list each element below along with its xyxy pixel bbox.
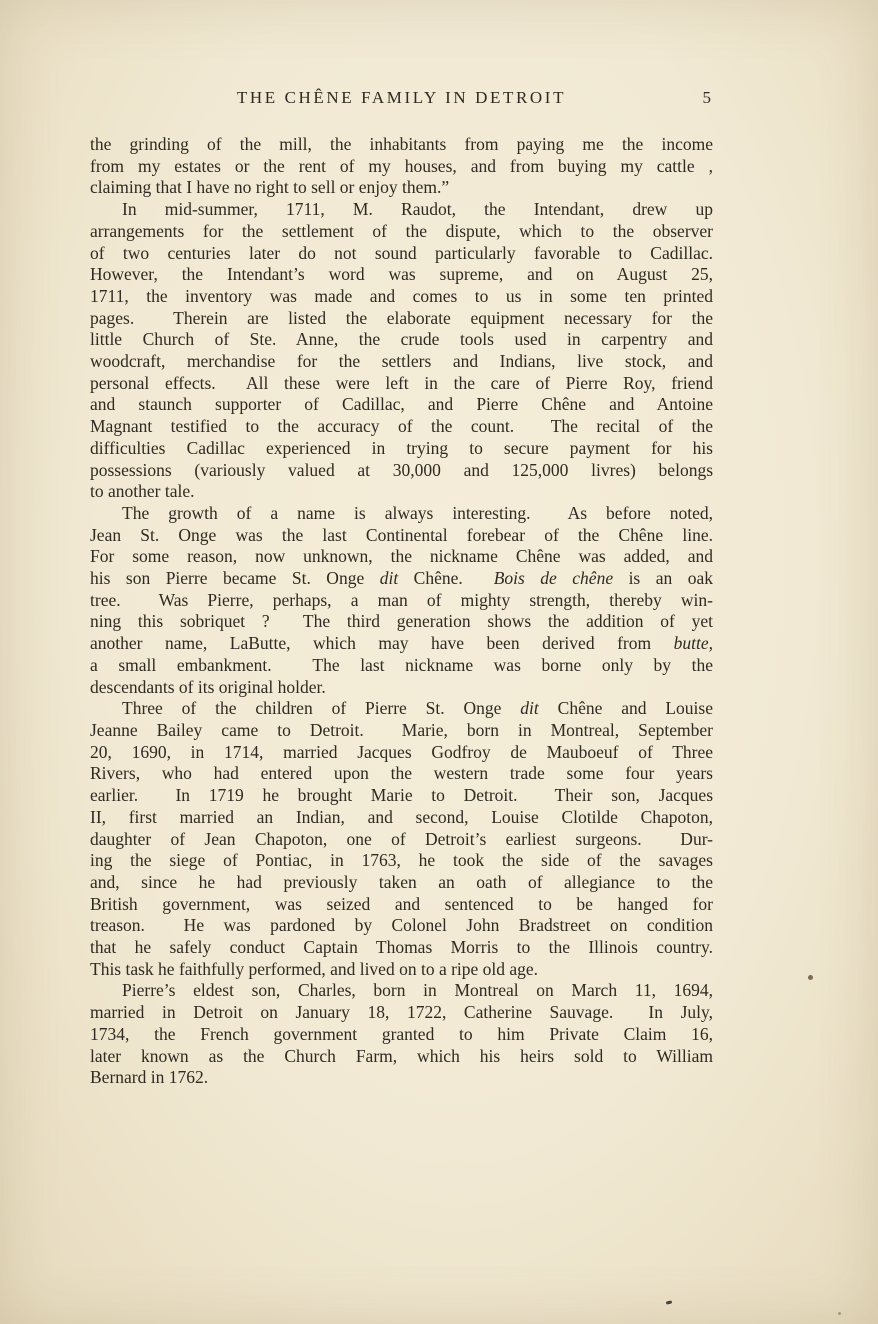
text-line: and staunch supporter of Cadillac, and Pierre Chêne and Antoine bbox=[90, 394, 713, 415]
paragraph bbox=[90, 698, 713, 980]
text-line: to another tale. bbox=[90, 481, 195, 502]
text-line: the grinding of the mill, the inhabitants from paying me the income bbox=[90, 134, 713, 154]
text-line: married in Detroit on January 18, 1722, Catherine Sauvage. In July, bbox=[90, 1002, 713, 1023]
text-line: British government, was seized and sentenced to be hanged for bbox=[90, 893, 713, 914]
text-line: his son Pierre became St. Onge dit Chêne. Bois de chêne is an oak bbox=[90, 568, 713, 589]
text-line: Three of the children of Pierre St. Onge dit Chêne and Louise bbox=[122, 698, 713, 719]
text-line: In mid-summer, 1711, M. Raudot, the Intendant, drew up bbox=[122, 199, 713, 220]
text-line: Bernard in 1762. bbox=[90, 1067, 209, 1088]
text-line: ning this sobriquet ? The third generation shows the addition of yet bbox=[90, 611, 713, 632]
text-line: little Church of Ste. Anne, the crude tools used in carpentry and bbox=[90, 329, 713, 350]
paper-speck bbox=[666, 1300, 673, 1304]
text-line: that he safely conduct Captain Thomas Morris to the Illinois country. bbox=[90, 937, 713, 958]
text-line: Jean St. Onge was the last Continental forebear of the Chêne line. bbox=[90, 524, 713, 545]
text-line: tree. Was Pierre, perhaps, a man of mighty strength, thereby win- bbox=[90, 589, 713, 610]
paragraph bbox=[90, 503, 713, 698]
text-line: woodcraft, merchandise for the settlers and Indians, live stock, and bbox=[90, 351, 713, 372]
text-line: Magnant testified to the accuracy of the count. The recital of the bbox=[90, 416, 713, 437]
text-line: a small embankment. The last nickname was borne only by the bbox=[90, 654, 713, 675]
text-line: claiming that I have no right to sell or enjoy them.” bbox=[90, 177, 450, 198]
text-line: arrangements for the settlement of the dispute, which to the observer bbox=[90, 220, 713, 241]
text-line: from my estates or the rent of my houses, and from buying my cattle , bbox=[90, 155, 713, 176]
paragraph bbox=[90, 134, 713, 199]
text-line: and, since he had previously taken an oath of allegiance to the bbox=[90, 871, 713, 892]
text-line: For some reason, now unknown, the nickname Chêne was added, and bbox=[90, 546, 713, 567]
paragraph bbox=[90, 980, 713, 1089]
text-line: 1734, the French government granted to him Private Claim 16, bbox=[90, 1023, 713, 1044]
text-line: later known as the Church Farm, which his heirs sold to William bbox=[90, 1045, 713, 1066]
paper-speck bbox=[808, 975, 813, 980]
page-body bbox=[90, 134, 713, 1089]
paper-speck bbox=[838, 1312, 841, 1315]
text-line: daughter of Jean Chapoton, one of Detroit’s earliest surgeons. Dur- bbox=[90, 828, 713, 849]
text-line: 1711, the inventory was made and comes to us in some ten printed bbox=[90, 285, 713, 306]
text-line: The growth of a name is always interesting. As before noted, bbox=[122, 502, 713, 523]
page-number: 5 bbox=[702, 88, 711, 107]
text-line: pages. Therein are listed the elaborate equipment necessary for the bbox=[90, 307, 713, 328]
running-header bbox=[90, 88, 713, 110]
text-line: 20, 1690, in 1714, married Jacques Godfroy de Mauboeuf of Three bbox=[90, 741, 713, 762]
text-line: ing the siege of Pontiac, in 1763, he took the side of the savages bbox=[90, 850, 713, 871]
paragraph bbox=[90, 199, 713, 503]
text-line: II, first married an Indian, and second, Louise Clotilde Chapoton, bbox=[90, 806, 713, 827]
text-line: treason. He was pardoned by Colonel John Bradstreet on condition bbox=[90, 915, 713, 936]
text-line: earlier. In 1719 he brought Marie to Detroit. Their son, Jacques bbox=[90, 785, 713, 806]
text-line: However, the Intendant’s word was supreme, and on August 25, bbox=[90, 264, 713, 285]
text-line: another name, LaButte, which may have been derived from butte, bbox=[90, 633, 713, 654]
text-line: Rivers, who had entered upon the western trade some four years bbox=[90, 763, 713, 784]
text-line: This task he faithfully performed, and lived on to a ripe old age. bbox=[90, 958, 539, 979]
header-title: THE CHÊNE FAMILY IN DETROIT bbox=[236, 88, 567, 107]
text-line: difficulties Cadillac experienced in trying to secure payment for his bbox=[90, 437, 713, 458]
text-line: Jeanne Bailey came to Detroit. Marie, born in Montreal, September bbox=[90, 719, 713, 740]
text-line: Pierre’s eldest son, Charles, born in Montreal on March 11, 1694, bbox=[122, 980, 713, 1001]
text-line: personal effects. All these were left in the care of Pierre Roy, friend bbox=[90, 372, 713, 393]
text-line: descendants of its original holder. bbox=[90, 676, 326, 697]
text-line: possessions (variously valued at 30,000 and 125,000 livres) belongs bbox=[90, 459, 713, 480]
text-line: of two centuries later do not sound particularly favorable to Cadillac. bbox=[90, 242, 713, 263]
